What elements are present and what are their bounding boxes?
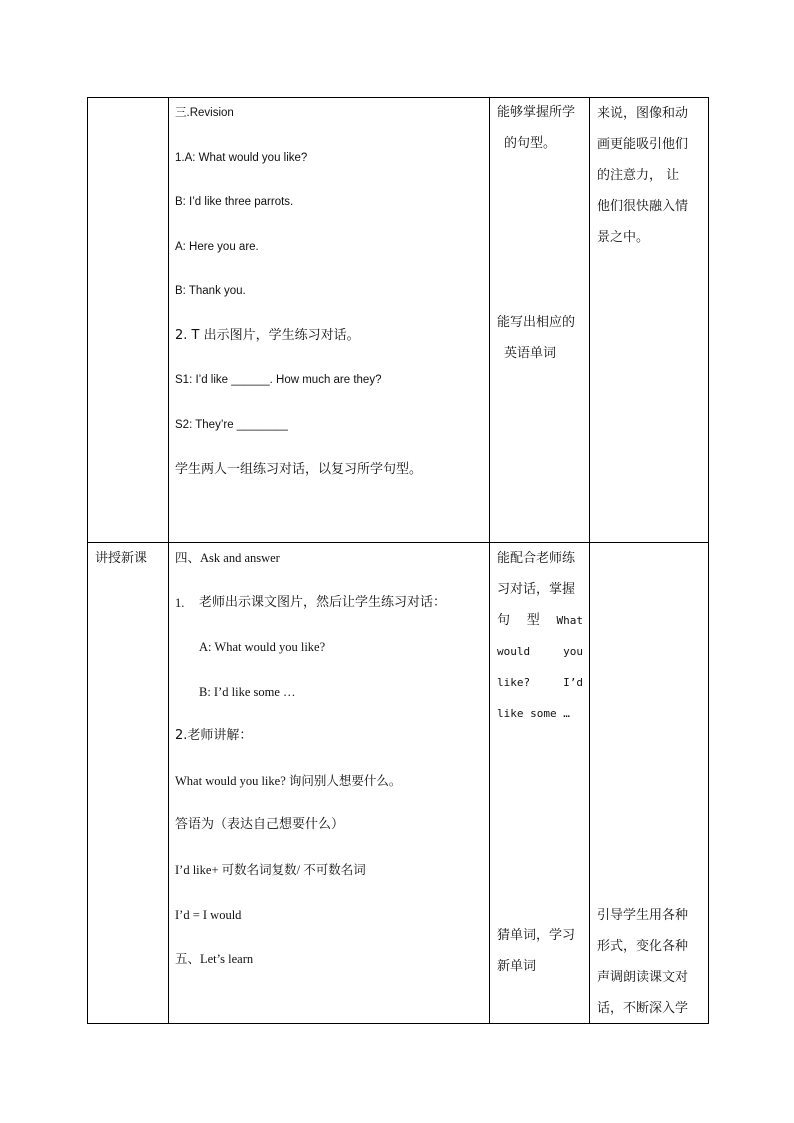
objective-line: 习对话，掌握 [497,582,576,598]
notes-line: 来说，图像和动 [597,106,689,121]
objective-line: like? I’d [497,676,583,690]
table-row [88,98,709,543]
content-line: S1: I’d like ______. How much are they? [175,374,382,386]
notes-line: 他们很快融入情 [597,199,689,214]
content-line: 学生两人一组练习对话，以复习所学句型。 [175,462,423,477]
notes-line: 声调朗读课文对 [597,970,689,986]
objective-line: 能够掌握所学 [497,105,576,120]
content-cell [169,543,490,1024]
notes-cell [590,543,709,1024]
content-line: What would you like? 询问别人想要什么。 [175,774,402,789]
content-line: B: I’d like some … [199,685,296,700]
content-line: A: Here you are. [175,241,259,253]
objective-block [497,543,583,729]
objective-line: 猜单词，学习 [497,928,576,944]
content-line: B: Thank you. [175,285,246,297]
objective-line: 英语单词 [504,346,557,361]
lesson-plan-table [87,97,709,1024]
list-number: 1. [175,596,185,611]
table-row [88,543,709,1024]
objective-line: 新单词 [497,959,537,975]
content-line: 老师出示课文图片，然后让学生练习对话： [199,595,447,611]
section-heading: 四、Ask and answer [175,551,280,566]
notes-line: 引导学生用各种 [597,908,689,924]
content-line: 2. T 出示图片，学生练习对话。 [175,328,360,343]
content-line: B: I’d like three parrots. [175,196,294,208]
notes-line: 画更能吸引他们 [597,137,689,152]
objective-line: like some … [497,707,570,721]
content-line: 2.老师讲解： [175,728,253,744]
objective-cell [490,98,590,543]
content-line: 答语为（表达自己想要什么） [175,817,345,833]
notes-cell [590,98,709,543]
notes-line: 的注意力， 让 [597,168,680,183]
content-line: 1.A: What would you like? [175,152,308,164]
notes-line: 景之中。 [597,230,650,245]
objective-line: 能写出相应的 [497,315,576,330]
objective-cell [490,543,590,1024]
content-line: A: What would you like? [199,640,326,655]
objective-line: 句 型 What [497,613,583,629]
objective-line: 的句型。 [504,136,557,151]
notes-line: 形式，变化各种 [597,939,689,955]
stage-cell [88,543,169,1024]
notes-block [597,98,702,253]
section-heading: 三.Revision [175,107,234,119]
notes-block [597,900,702,1023]
stage-cell [88,98,169,543]
content-line: 五、Let’s learn [175,952,254,967]
notes-line: 话，不断深入学 [597,1001,689,1017]
content-line: I’d = I would [175,908,242,923]
objective-line: would you [497,645,583,659]
content-line: S2: They’re ________ [175,419,288,431]
objective-line: 能配合老师练 [497,551,576,567]
content-cell [169,98,490,543]
content-line: I’d like+ 可数名词复数/ 不可数名词 [175,863,366,878]
stage-label: 讲授新课 [95,551,148,567]
